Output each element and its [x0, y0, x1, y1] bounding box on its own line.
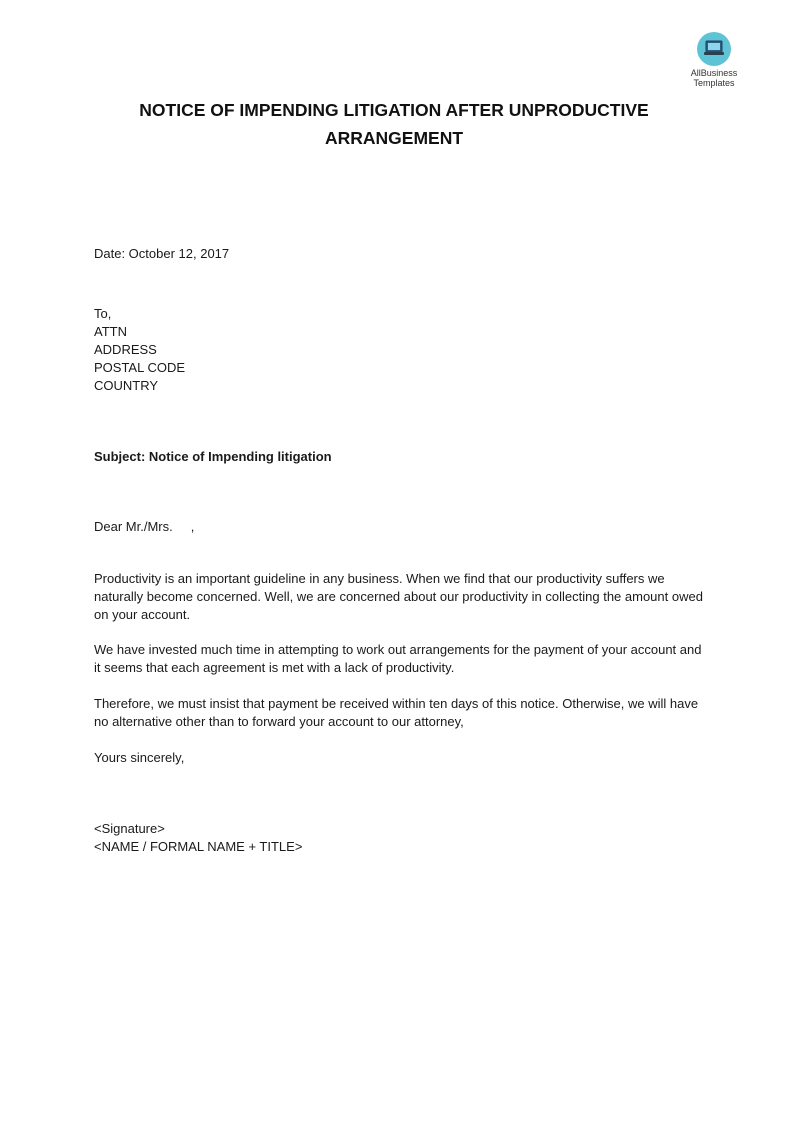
brand-logo [676, 32, 752, 88]
address-to: To, [94, 306, 112, 321]
address-street: ADDRESS [94, 342, 157, 357]
signature-placeholder: <Signature> [94, 821, 165, 836]
address-attn: ATTN [94, 324, 127, 339]
closing: Yours sincerely, [94, 750, 185, 765]
subject-line: Subject: Notice of Impending litigation [94, 449, 332, 464]
address-country: COUNTRY [94, 378, 159, 393]
address-postal: POSTAL CODE [94, 360, 186, 375]
date-line: Date: October 12, 2017 [94, 246, 230, 261]
body-paragraph: We have invested much time in attempting to work out arrangements for the payment of your account and it seems that each agreement is met with a lack of productivity. [94, 642, 702, 675]
laptop-icon [697, 32, 731, 66]
salutation: Dear Mr./Mrs. , [94, 519, 195, 534]
name-title-placeholder: <NAME / FORMAL NAME + TITLE> [94, 839, 303, 854]
body-paragraph: Productivity is an important guideline in any business. When we find that our productivity suffers we naturally become concerned. Well, we are concerned about our productivity in collecting the amount owed on your account. [94, 571, 703, 622]
body-paragraph: Therefore, we must insist that payment be received within ten days of this notice. Otherwise, we will have no alternative other than to forward your account to our attorney, [94, 696, 699, 729]
brand-name: AllBusiness Templates [690, 68, 738, 88]
document-title: NOTICE OF IMPENDING LITIGATION AFTER UNPRODUCTIVE ARRANGEMENT [139, 100, 649, 148]
